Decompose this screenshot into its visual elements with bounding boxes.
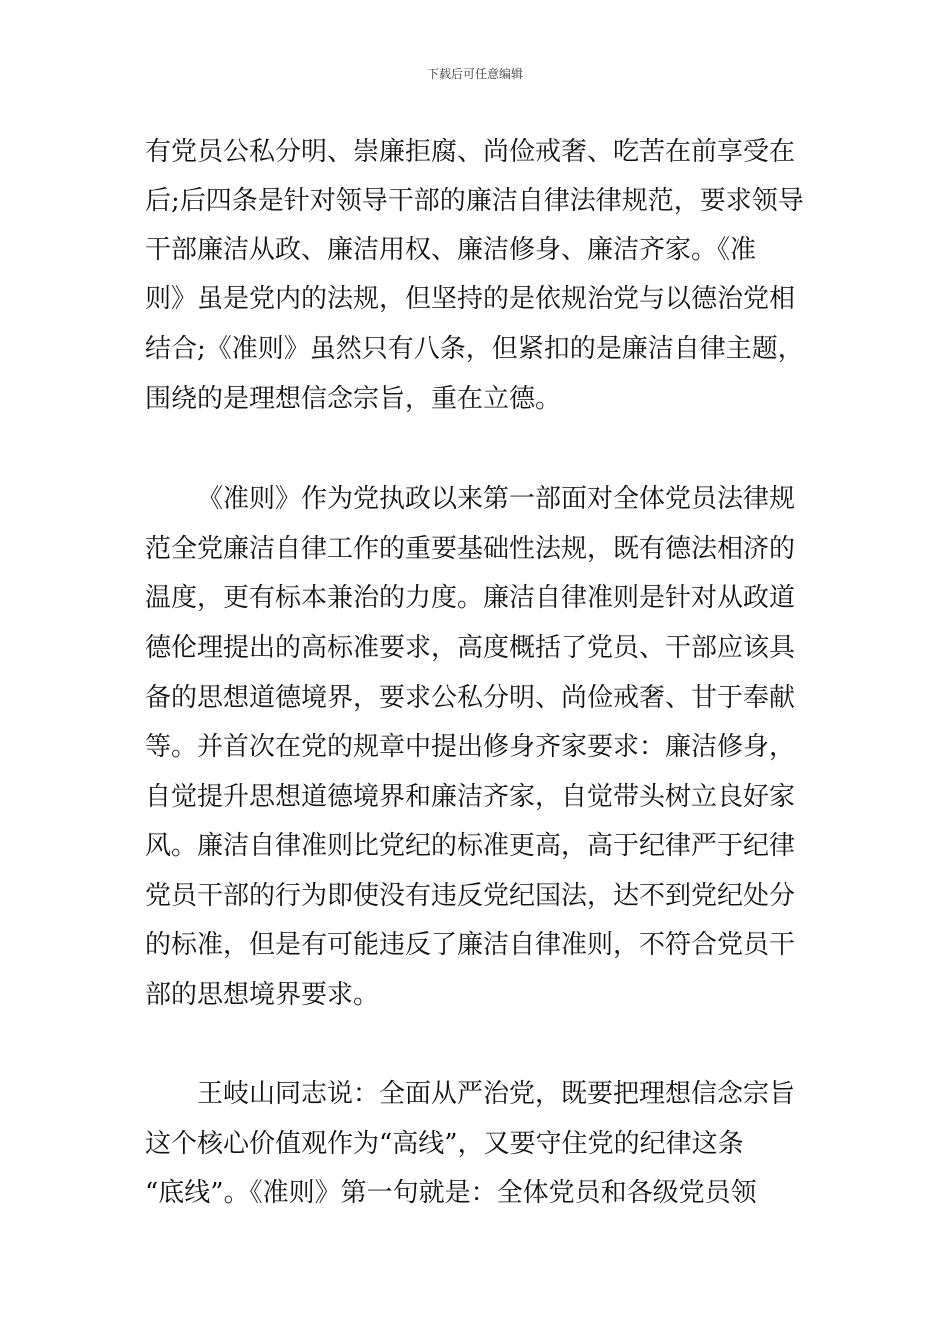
text-line: 温度，更有标本兼治的力度。廉洁自律准则是针对从政道 (145, 583, 796, 613)
text-line: 结合;《准则》虽然只有八条，但紧扣的是廉洁自律主题， (145, 334, 804, 364)
text-line: 《准则》作为党执政以来第一部面对全体党员法律规 (197, 484, 796, 514)
text-line: 风。廉洁自律准则比党纪的标准更高，高于纪律严于纪律 (145, 831, 796, 861)
text-line: 王岐山同志说：全面从严治党，既要把理想信念宗旨 (197, 1079, 796, 1109)
text-line: 德伦理提出的高标准要求，高度概括了党员、干部应该具 (145, 633, 796, 663)
text-line: 部的思想境界要求。 (145, 980, 380, 1010)
text-line: “底线”。《准则》第一句就是：全体党员和各级党员领 (145, 1178, 757, 1208)
text-line: 有党员公私分明、崇廉拒腐、尚俭戒奢、吃苦在前享受在 (145, 137, 796, 167)
text-line: 这个核心价值观作为“高线”，又要守住党的纪律这条 (145, 1129, 744, 1159)
text-line: 等。并首次在党的规章中提出修身齐家要求：廉洁修身， (145, 732, 796, 762)
text-line: 干部廉洁从政、廉洁用权、廉洁修身、廉洁齐家。《准 (145, 235, 757, 265)
text-line: 后;后四条是针对领导干部的廉洁自律法律规范，要求领导 (145, 186, 804, 216)
text-line: 范全党廉洁自律工作的重要基础性法规，既有德法相济的 (145, 534, 796, 564)
text-line: 自觉提升思想道德境界和廉洁齐家，自觉带头树立良好家 (145, 782, 796, 812)
text-line: 备的思想道德境界，要求公私分明、尚俭戒奢、甘于奉献 (145, 683, 796, 713)
text-line: 则》虽是党内的法规，但坚持的是依规治党与以德治党相 (145, 284, 796, 314)
text-line: 围绕的是理想信念宗旨，重在立德。 (145, 384, 562, 414)
page-header: 下载后可任意编辑 (426, 67, 523, 81)
text-line: 的标准，但是有可能违反了廉洁自律准则，不符合党员干 (145, 930, 796, 960)
text-line: 党员干部的行为即使没有违反党纪国法，达不到党纪处分 (145, 881, 796, 911)
